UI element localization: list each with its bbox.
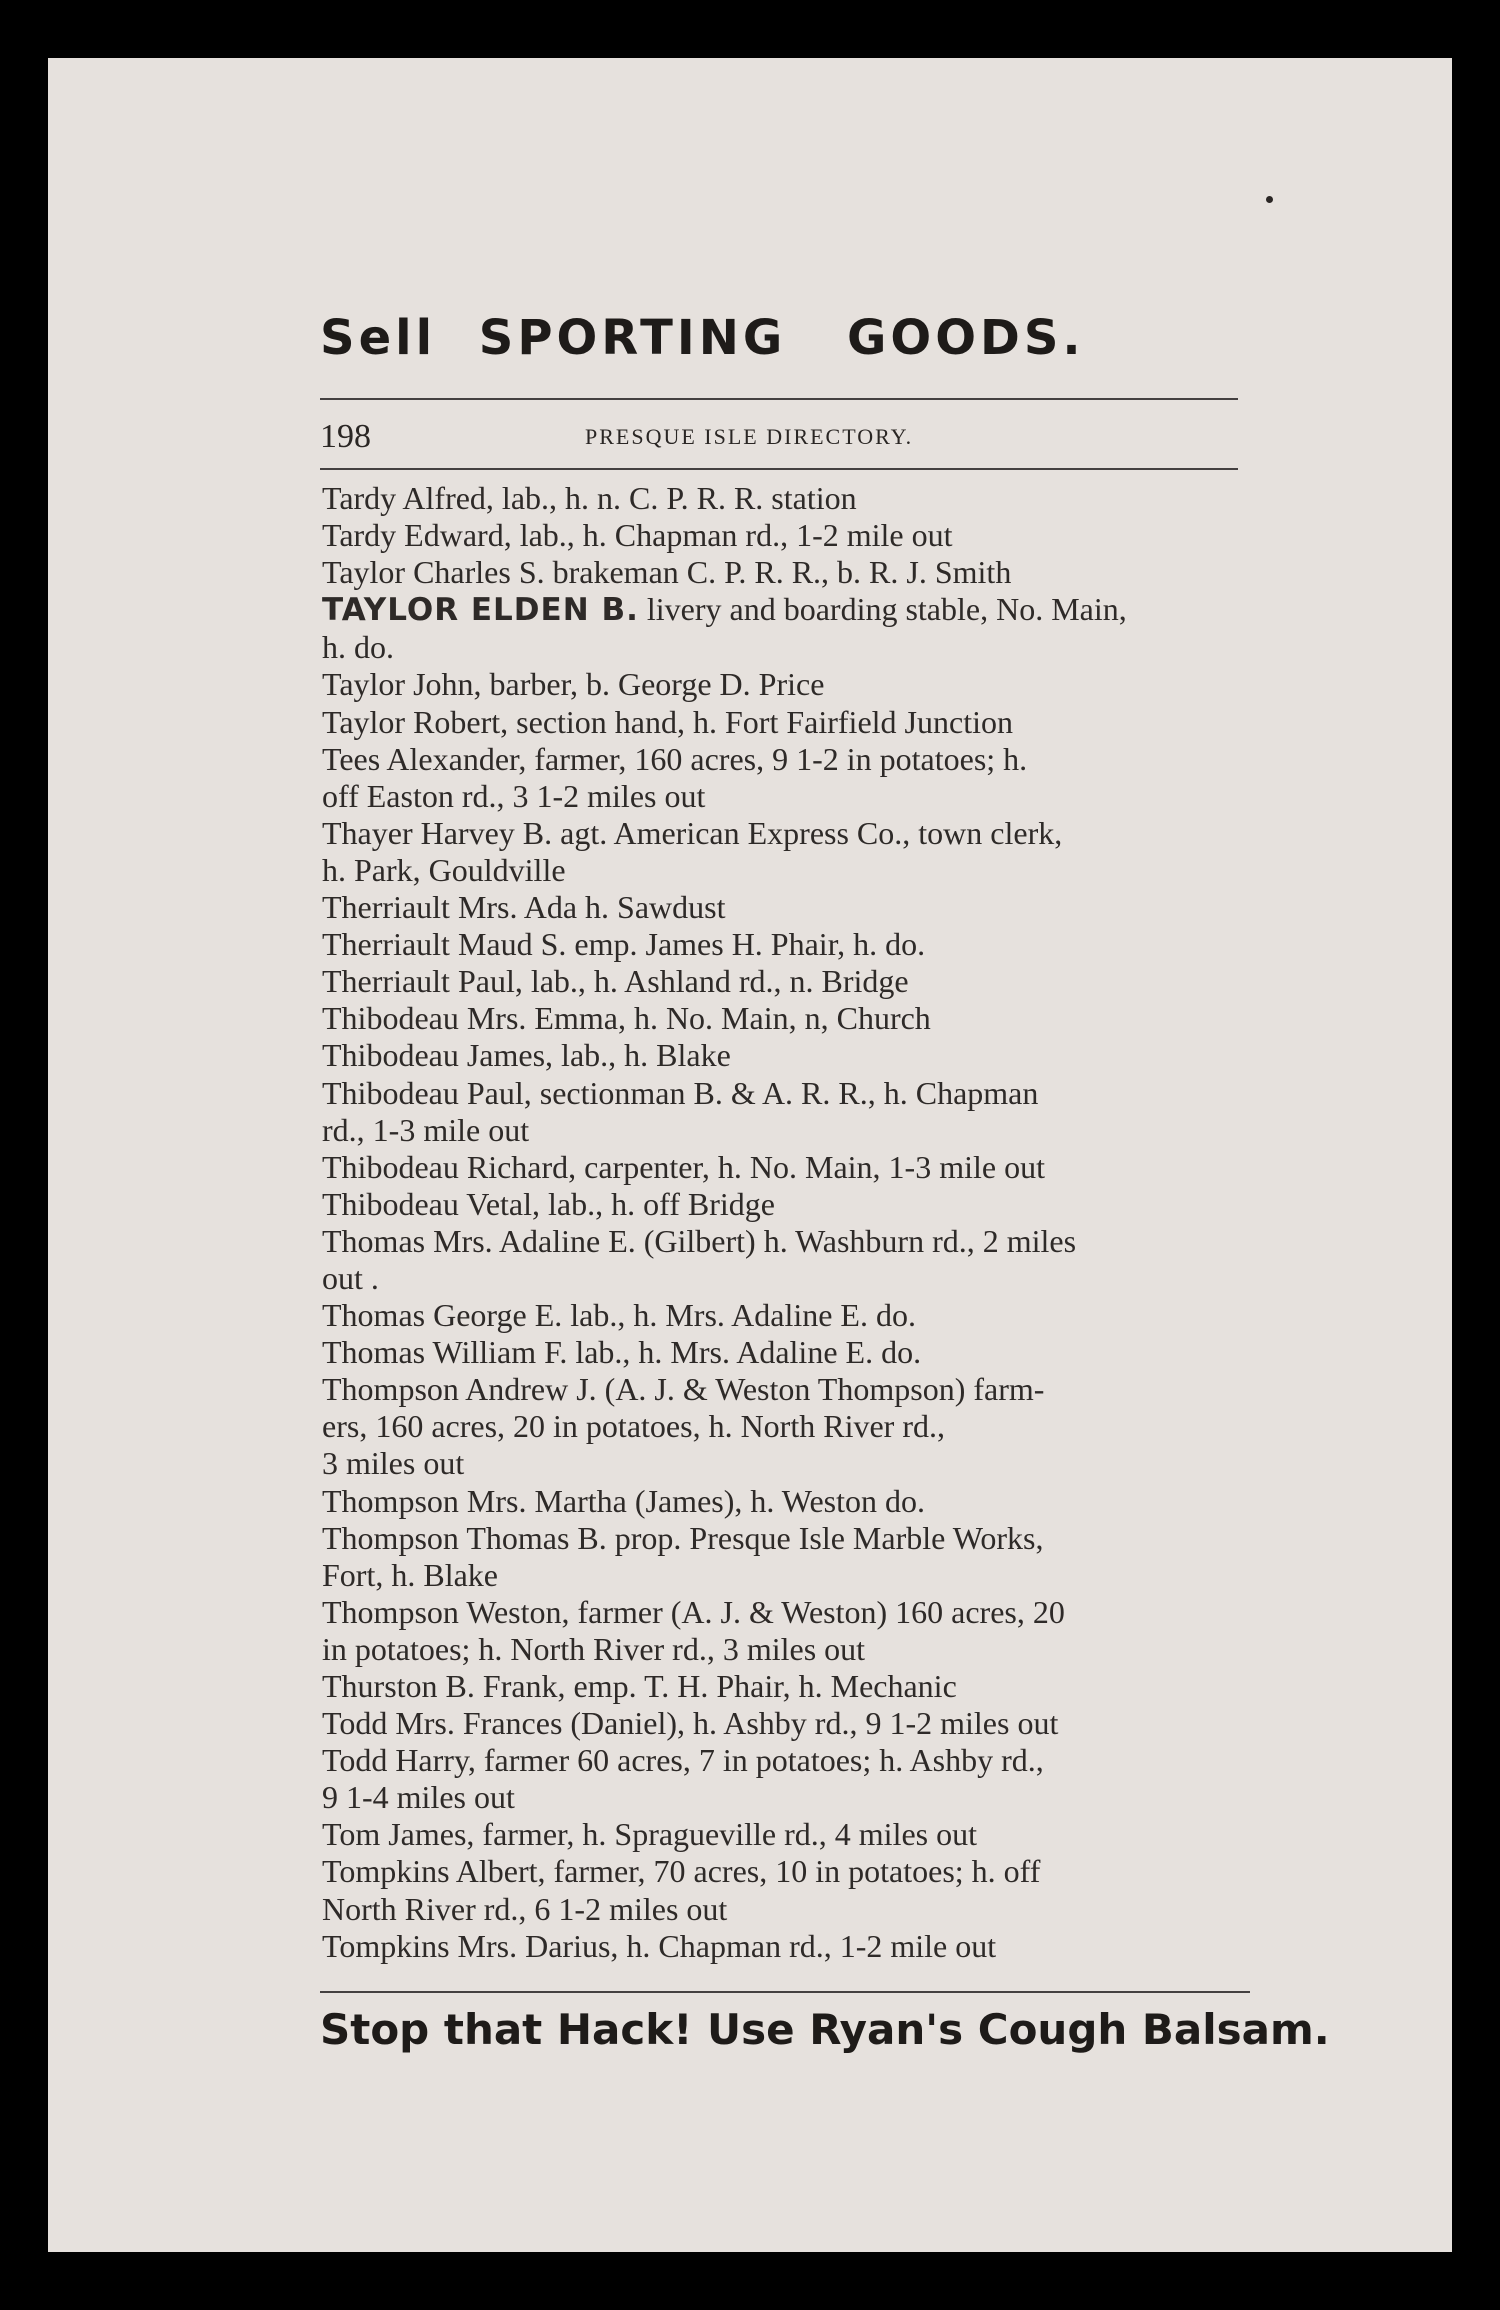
directory-entry — [322, 741, 1252, 815]
directory-entry — [322, 517, 1252, 554]
page-header — [320, 416, 1238, 466]
entry-line: livery and boarding stable, No. Main, — [638, 591, 1127, 628]
bottom-advertisement: Stop that Hack! Use Ryan's Cough Balsam. — [320, 2005, 1330, 2054]
header-top-rule — [320, 398, 1238, 400]
entry-line: Thibodeau Richard, carpenter, h. No. Main, 1-3 mile out — [322, 1148, 1045, 1185]
directory-entry — [322, 1520, 1252, 1594]
directory-entry — [322, 889, 1252, 926]
entry-continuation-line: Fort, h. Blake — [322, 1556, 498, 1593]
directory-entry — [322, 666, 1252, 703]
directory-entry — [322, 1075, 1252, 1149]
directory-entries — [322, 480, 1252, 1965]
running-title: PRESQUE ISLE DIRECTORY. — [585, 424, 914, 449]
directory-entry — [322, 1594, 1252, 1668]
directory-entry — [322, 1742, 1252, 1816]
entry-line: Tompkins Albert, farmer, 70 acres, 10 in potatoes; h. off — [322, 1853, 1041, 1890]
top-advertisement — [320, 302, 1240, 374]
entry-line: Thompson Andrew J. (A. J. & Weston Thompson) farm- — [322, 1371, 1045, 1408]
entry-line: Tees Alexander, farmer, 160 acres, 9 1-2 in potatoes; h. — [322, 740, 1028, 777]
entry-line: Todd Mrs. Frances (Daniel), h. Ashby rd., 9 1-2 miles out — [322, 1705, 1059, 1742]
entry-line: Thurston B. Frank, emp. T. H. Phair, h. Mechanic — [322, 1668, 957, 1704]
directory-entry — [322, 480, 1252, 517]
entry-continuation-line: h. do. — [322, 629, 394, 666]
directory-entry — [322, 1928, 1252, 1965]
entry-line: Thayer Harvey B. agt. American Express Co., town clerk, — [322, 814, 1063, 851]
entry-line: Thibodeau Vetal, lab., h. off Bridge — [322, 1185, 775, 1222]
entry-continuation-line: in potatoes; h. North River rd., 3 miles out — [322, 1630, 866, 1667]
entry-continuation-line: North River rd., 6 1-2 miles out — [322, 1890, 728, 1927]
directory-entry — [322, 1816, 1252, 1853]
directory-entry — [322, 1853, 1252, 1927]
entry-continuation-line: off Easton rd., 3 1-2 miles out — [322, 777, 706, 814]
entry-line: Taylor Robert, section hand, h. Fort Fairfield Junction — [322, 703, 1013, 740]
entry-continuation-line: 3 miles out — [322, 1445, 465, 1482]
directory-entry — [322, 1037, 1252, 1074]
directory-entry — [322, 1297, 1252, 1334]
directory-entry — [322, 1334, 1252, 1371]
entry-line: Therriault Paul, lab., h. Ashland rd., n. Bridge — [322, 963, 909, 1000]
directory-entry — [322, 815, 1252, 889]
directory-entry — [322, 591, 1252, 666]
directory-entry — [322, 963, 1252, 1000]
ink-speck — [1266, 196, 1273, 203]
entry-line: Thompson Mrs. Martha (James), h. Weston do. — [322, 1482, 925, 1519]
entry-line: Taylor John, barber, b. George D. Price — [322, 666, 825, 703]
directory-entry — [322, 926, 1252, 963]
top-ad-word-sporting: SPORTING — [478, 310, 787, 366]
entry-line: Thompson Thomas B. prop. Presque Isle Marble Works, — [322, 1519, 1044, 1556]
footer-rule — [320, 1991, 1250, 1993]
directory-page — [48, 58, 1452, 2252]
entry-line: Tom James, farmer, h. Spragueville rd., 4 miles out — [322, 1816, 977, 1853]
entry-line: Thompson Weston, farmer (A. J. & Weston) 160 acres, 20 — [322, 1593, 1065, 1630]
entry-continuation-line: h. Park, Gouldville — [322, 851, 566, 888]
entry-line: Therriault Maud S. emp. James H. Phair, h. do. — [322, 926, 926, 963]
page-number: 198 — [320, 418, 371, 455]
directory-entry — [322, 1371, 1252, 1482]
entry-line: Thomas Mrs. Adaline E. (Gilbert) h. Washburn rd., 2 miles — [322, 1222, 1077, 1259]
directory-entry — [322, 1149, 1252, 1186]
entry-line: Tompkins Mrs. Darius, h. Chapman rd., 1-2 mile out — [322, 1927, 997, 1964]
entry-line: Thibodeau Paul, sectionman B. & A. R. R., h. Chapman — [322, 1074, 1039, 1111]
entry-line: Taylor Charles S. brakeman C. P. R. R., b. R. J. Smith — [322, 554, 1012, 591]
directory-entry — [322, 554, 1252, 591]
entry-continuation-line: rd., 1-3 mile out — [322, 1111, 530, 1148]
entry-line: Todd Harry, farmer 60 acres, 7 in potatoes; h. Ashby rd., — [322, 1742, 1044, 1779]
directory-entry — [322, 1000, 1252, 1037]
entry-continuation-line: out . — [322, 1259, 379, 1296]
entry-line: Thibodeau Mrs. Emma, h. No. Main, n, Church — [322, 1000, 931, 1037]
directory-entry — [322, 1668, 1252, 1705]
entry-line: Therriault Mrs. Ada h. Sawdust — [322, 889, 726, 926]
directory-entry — [322, 1705, 1252, 1742]
top-ad-word-sell: Sell — [320, 310, 437, 366]
directory-entry — [322, 1483, 1252, 1520]
entry-bold-name: TAYLOR ELDEN B. — [322, 592, 639, 629]
entry-line: Thibodeau James, lab., h. Blake — [322, 1037, 731, 1074]
header-bottom-rule — [320, 468, 1238, 470]
entry-line: Thomas George E. lab., h. Mrs. Adaline E. do. — [322, 1297, 916, 1334]
directory-entry — [322, 704, 1252, 741]
top-ad-word-goods: GOODS. — [847, 310, 1085, 366]
entry-line: Tardy Alfred, lab., h. n. C. P. R. R. station — [322, 480, 857, 516]
directory-entry — [322, 1223, 1252, 1297]
entry-line: Thomas William F. lab., h. Mrs. Adaline E. do. — [322, 1334, 922, 1371]
directory-entry — [322, 1186, 1252, 1223]
entry-continuation-line: ers, 160 acres, 20 in potatoes, h. North River rd., — [322, 1408, 945, 1445]
entry-line: Tardy Edward, lab., h. Chapman rd., 1-2 mile out — [322, 517, 953, 554]
entry-continuation-line: 9 1-4 miles out — [322, 1779, 515, 1816]
